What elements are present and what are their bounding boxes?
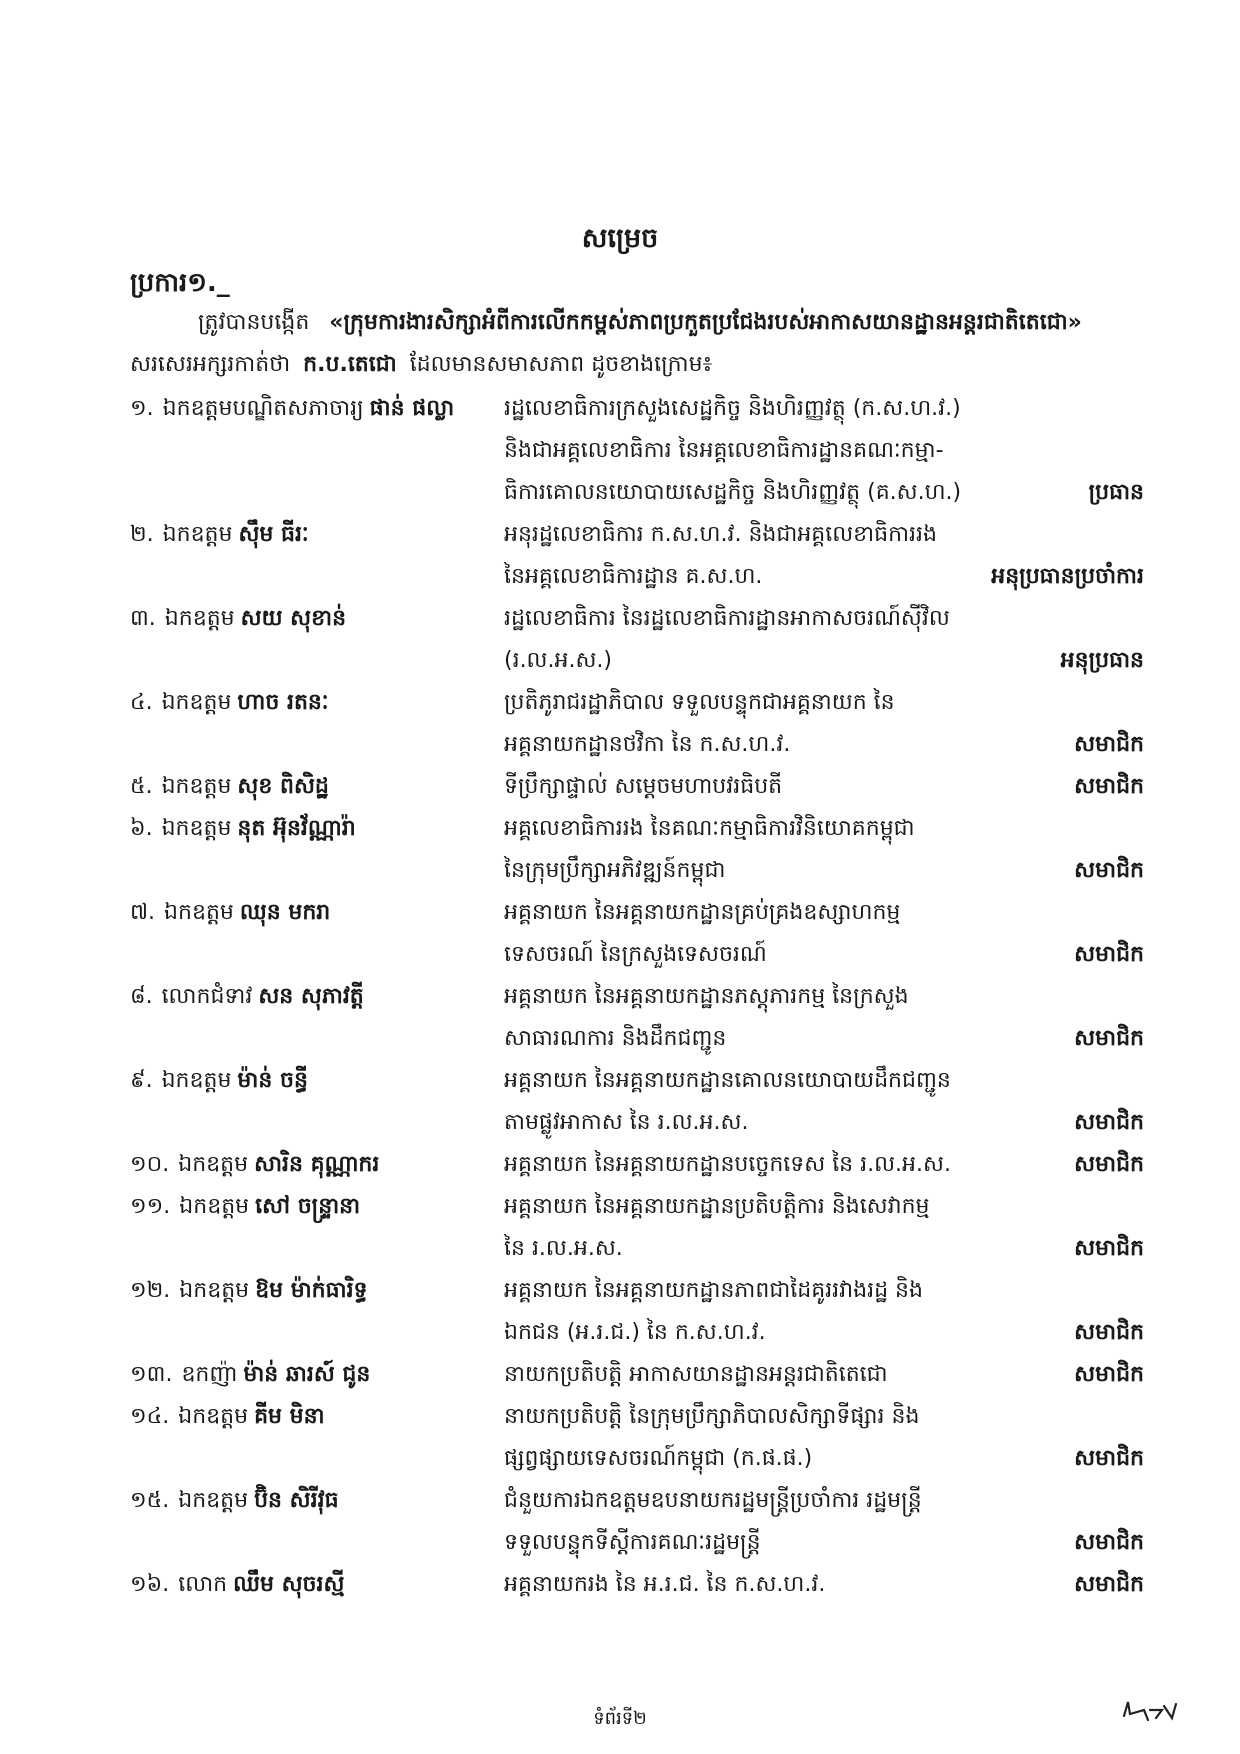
working-group-name: «ក្រុមការងារសិក្សាអំពីការលើកកម្ពស់ភាពប្រកួតប្រជែងរបស់អាកាសយានដ្ឋានអន្តរជាតិតេជោ» bbox=[329, 310, 1082, 335]
member-role: សមាជិក bbox=[1074, 1446, 1144, 1471]
position-line bbox=[504, 766, 1144, 808]
member-role: សមាជិក bbox=[1074, 1572, 1144, 1597]
member-name-text: ឈឹម សុចរស្មី bbox=[233, 1572, 345, 1597]
member-title: ឯកឧត្តម bbox=[164, 606, 235, 631]
member-title: ឯកឧត្តម bbox=[178, 1404, 249, 1429]
member-row bbox=[0, 1354, 1240, 1396]
member-row bbox=[0, 1144, 1240, 1186]
member-number: ១២. bbox=[130, 1278, 171, 1303]
member-name-column bbox=[0, 1480, 504, 1564]
member-role: សមាជិក bbox=[1074, 942, 1144, 967]
member-position-column bbox=[504, 514, 1144, 598]
position-text: សាធារណការ និងដឹកជញ្ជូន bbox=[504, 1026, 727, 1051]
member-name bbox=[130, 1480, 504, 1522]
member-position-column bbox=[504, 1144, 1144, 1186]
position-text: រដ្ឋលេខាធិការក្រសួងសេដ្ឋកិច្ច និងហិរញ្ញវត្ថុ (ក.ស.ហ.វ.) bbox=[504, 396, 961, 421]
member-name-text: ម៉ាន់ ឆារស៍ ជូន bbox=[243, 1362, 371, 1387]
position-line bbox=[504, 976, 1144, 1018]
position-text: អគ្គលេខាធិការរង នៃគណៈកម្មាធិការវិនិយោគកម្ពុជា bbox=[504, 816, 915, 841]
position-text: រដ្ឋលេខាធិការ នៃរដ្ឋលេខាធិការដ្ឋានអាកាសចរណ៍ស៊ីវិល bbox=[504, 606, 950, 631]
member-role: អនុប្រធាន bbox=[1060, 648, 1144, 673]
position-line bbox=[504, 1102, 1144, 1144]
member-role: សមាជិក bbox=[1074, 774, 1144, 799]
member-name-column bbox=[0, 1354, 504, 1396]
member-list bbox=[0, 388, 1240, 1606]
member-name-column bbox=[0, 1270, 504, 1354]
member-number: ១១. bbox=[130, 1194, 171, 1219]
member-number: ១៥. bbox=[130, 1488, 170, 1513]
member-name bbox=[130, 682, 504, 724]
member-title: ឯកឧត្តម bbox=[162, 522, 233, 547]
member-position-column bbox=[504, 1480, 1144, 1564]
member-name-text: សុខ ពិសិដ្ឋ bbox=[237, 774, 329, 799]
page-number: ទំព័រទី២ bbox=[593, 1708, 647, 1729]
position-text: ប្រតិភូរាជរដ្ឋាភិបាល ទទួលបន្ទុកជាអគ្គនាយក នៃ bbox=[504, 690, 895, 715]
abbreviation-prefix: សរសេរអក្សរកាត់ថា bbox=[130, 352, 291, 377]
position-line bbox=[504, 472, 1144, 514]
position-text: និងជាអគ្គលេខាធិការ នៃអគ្គលេខាធិការដ្ឋានគណៈកម្មា- bbox=[504, 438, 944, 463]
member-name-text: ហាច រតនៈ bbox=[237, 690, 329, 715]
position-line bbox=[504, 808, 1144, 850]
position-line bbox=[504, 1564, 1144, 1606]
member-name-column bbox=[0, 1060, 504, 1144]
member-title: ឯកឧត្តម bbox=[178, 1152, 249, 1177]
member-name-text: សៅ ចន្ទ្រានា bbox=[255, 1194, 361, 1219]
position-line bbox=[504, 1480, 1144, 1522]
member-name-text: ឱម ម៉ាក់ធារិទ្ធ bbox=[255, 1278, 368, 1303]
member-title: លោក bbox=[178, 1572, 228, 1597]
member-name-text: ផាន់ ផល្លា bbox=[369, 396, 455, 421]
position-text: អគ្គនាយកដ្ឋានថវិកា នៃ ក.ស.ហ.វ. bbox=[504, 732, 791, 757]
member-position-column bbox=[504, 682, 1144, 766]
member-row bbox=[0, 682, 1240, 766]
member-number: ១៤. bbox=[130, 1404, 170, 1429]
member-name-text: នុត អ៊ុនវ័ណ្ណារ៉ា bbox=[237, 816, 356, 841]
member-row bbox=[0, 514, 1240, 598]
position-text: អគ្គនាយក នៃអគ្គនាយកដ្ឋានគោលនយោបាយដឹកជញ្ជូន bbox=[504, 1068, 951, 1093]
position-text: ផ្សព្វផ្សាយទេសចរណ៍កម្ពុជា (ក.ផ.ផ.) bbox=[504, 1446, 813, 1471]
abbreviation-line bbox=[130, 350, 712, 382]
position-line bbox=[504, 1144, 1144, 1186]
intro-line bbox=[198, 308, 1082, 340]
position-line bbox=[504, 1396, 1144, 1438]
decision-title: សម្រេច bbox=[581, 223, 659, 254]
member-position-column bbox=[504, 766, 1144, 808]
member-name bbox=[130, 808, 504, 850]
member-row bbox=[0, 976, 1240, 1060]
member-name bbox=[130, 1564, 504, 1606]
member-position-column bbox=[504, 1270, 1144, 1354]
member-row bbox=[0, 598, 1240, 682]
position-text: នាយកប្រតិបត្តិ នៃក្រុមប្រឹក្សាភិបាលសិក្សាទីផ្សារ និង bbox=[504, 1404, 920, 1429]
member-position-column bbox=[504, 976, 1144, 1060]
member-name bbox=[130, 1144, 504, 1186]
member-name-column bbox=[0, 808, 504, 892]
member-role: ប្រធាន bbox=[1088, 480, 1144, 505]
position-line bbox=[504, 1354, 1144, 1396]
position-text: (រ.ល.អ.ស.) bbox=[504, 648, 612, 673]
member-row bbox=[0, 1480, 1240, 1564]
position-line bbox=[504, 514, 1144, 556]
position-line bbox=[504, 640, 1144, 682]
member-name bbox=[130, 1060, 504, 1102]
member-name bbox=[130, 1186, 504, 1228]
position-line bbox=[504, 682, 1144, 724]
member-title: ឯកឧត្តម bbox=[161, 1068, 232, 1093]
position-line bbox=[504, 1312, 1144, 1354]
position-text: នៃអគ្គលេខាធិការដ្ឋាន គ.ស.ហ. bbox=[504, 564, 763, 589]
member-name-column bbox=[0, 976, 504, 1060]
position-text: អគ្គនាយក នៃអគ្គនាយកដ្ឋានភាពជាដៃគូររវាងរដ្ឋ និង bbox=[504, 1278, 923, 1303]
member-title: ឯកឧត្តមបណ្ឌិតសភាចារ្យ bbox=[162, 396, 364, 421]
member-name bbox=[130, 1396, 504, 1438]
position-line bbox=[504, 724, 1144, 766]
member-name-column bbox=[0, 1186, 504, 1270]
member-title: ឯកឧត្តម bbox=[161, 690, 232, 715]
member-position-column bbox=[504, 598, 1144, 682]
member-name bbox=[130, 976, 504, 1018]
member-name-text: ឈុន មករា bbox=[239, 900, 331, 925]
member-role: សមាជិក bbox=[1074, 1110, 1144, 1135]
member-number: ៥. bbox=[130, 774, 153, 799]
position-text: នាយកប្រតិបត្តិ អាកាសយានដ្ឋានអន្តរជាតិតេជោ bbox=[504, 1362, 888, 1387]
member-role: សមាជិក bbox=[1074, 1362, 1144, 1387]
member-name-column bbox=[0, 1564, 504, 1606]
member-name-text: សន សុភាវត្តី bbox=[258, 984, 364, 1009]
position-text: នៃ រ.ល.អ.ស. bbox=[504, 1236, 623, 1261]
member-position-column bbox=[504, 1060, 1144, 1144]
member-name-text: សារិន គុណ្ណាករ bbox=[254, 1152, 380, 1177]
member-number: ១៦. bbox=[130, 1572, 170, 1597]
position-text: ធិការគោលនយោបាយសេដ្ឋកិច្ច និងហិរញ្ញវត្ថុ (គ.ស.ហ.) bbox=[504, 480, 962, 505]
position-text: នៃក្រុមប្រឹក្សាអភិវឌ្ឍន៍កម្ពុជា bbox=[504, 858, 726, 883]
member-position-column bbox=[504, 388, 1144, 514]
position-text: ឯកជន (អ.រ.ជ.) នៃ ក.ស.ហ.វ. bbox=[504, 1320, 766, 1345]
member-role: សមាជិក bbox=[1074, 732, 1144, 757]
position-line bbox=[504, 556, 1144, 598]
position-line bbox=[504, 1270, 1144, 1312]
position-text: អគ្គនាយក នៃអគ្គនាយកដ្ឋានភស្តុភារកម្ម នៃក្រសួង bbox=[504, 984, 909, 1009]
position-line bbox=[504, 892, 1144, 934]
member-name bbox=[130, 514, 504, 556]
position-line bbox=[504, 934, 1144, 976]
intro-prefix: ត្រូវបានបង្កើត bbox=[198, 310, 310, 335]
member-position-column bbox=[504, 808, 1144, 892]
member-number: ១. bbox=[130, 396, 154, 421]
member-name-text: ប៊ិន សិរីវុធ bbox=[254, 1488, 339, 1513]
member-number: ១០. bbox=[130, 1152, 170, 1177]
member-row bbox=[0, 808, 1240, 892]
position-line bbox=[504, 598, 1144, 640]
member-role: សមាជិក bbox=[1074, 1320, 1144, 1345]
member-number: ៣. bbox=[130, 606, 156, 631]
member-name-column bbox=[0, 892, 504, 976]
member-row bbox=[0, 766, 1240, 808]
position-text: តាមផ្លូវអាកាស នៃ រ.ល.អ.ស. bbox=[504, 1110, 749, 1135]
position-text: អគ្គនាយក នៃអគ្គនាយកដ្ឋានប្រតិបត្តិការ និងសេវាកម្ម bbox=[504, 1194, 930, 1219]
position-text: អនុរដ្ឋលេខាធិការ ក.ស.ហ.វ. និងជាអគ្គលេខាធិការរង bbox=[504, 522, 937, 547]
member-name bbox=[130, 892, 504, 934]
position-text: អគ្គនាយក នៃអគ្គនាយកដ្ឋានគ្រប់គ្រងឧស្សាហកម្ម bbox=[504, 900, 901, 925]
member-row bbox=[0, 1186, 1240, 1270]
member-name bbox=[130, 766, 504, 808]
member-number: ៧. bbox=[130, 900, 156, 925]
member-name-text: សយ សុខាន់ bbox=[240, 606, 347, 631]
member-title: ឯកឧត្តម bbox=[179, 1278, 250, 1303]
member-number: ១៣. bbox=[130, 1362, 173, 1387]
member-role: សមាជិក bbox=[1074, 1026, 1144, 1051]
position-text: អគ្គនាយក នៃអគ្គនាយកដ្ឋានបច្ចេកទេស នៃ រ.ល.អ.ស. bbox=[504, 1152, 951, 1177]
member-name-text: ម៉ាន់ ចន្ធី bbox=[237, 1068, 308, 1093]
article-label: ប្រការ១._ bbox=[130, 268, 230, 298]
position-line bbox=[504, 1438, 1144, 1480]
member-title: ឯកឧត្តម bbox=[161, 774, 232, 799]
member-position-column bbox=[504, 1564, 1144, 1606]
position-line bbox=[504, 850, 1144, 892]
member-name-column bbox=[0, 1144, 504, 1186]
member-name-column bbox=[0, 1396, 504, 1480]
member-name-text: ស៊ឹម ធីរៈ bbox=[238, 522, 309, 547]
member-position-column bbox=[504, 1186, 1144, 1270]
member-name bbox=[130, 388, 504, 430]
member-row bbox=[0, 1396, 1240, 1480]
member-row bbox=[0, 1270, 1240, 1354]
member-number: ២. bbox=[130, 522, 154, 547]
member-name-text: គីម មិនា bbox=[254, 1404, 325, 1429]
member-title: ឧកញ៉ា bbox=[181, 1362, 238, 1387]
member-name-column bbox=[0, 598, 504, 682]
member-number: ៩. bbox=[130, 1068, 153, 1093]
member-title: ឯកឧត្តម bbox=[178, 1488, 249, 1513]
position-line bbox=[504, 430, 1144, 472]
member-name-column bbox=[0, 682, 504, 766]
position-line bbox=[504, 1186, 1144, 1228]
member-title: លោកជំទាវ bbox=[161, 984, 253, 1009]
member-number: ៤. bbox=[130, 690, 153, 715]
position-text: ទទួលបន្ទុកទីស្តីការគណៈរដ្ឋមន្ត្រី bbox=[504, 1530, 761, 1555]
position-line bbox=[504, 1018, 1144, 1060]
abbreviation: ក.ប.តេជោ bbox=[303, 352, 397, 377]
position-text: ទីប្រឹក្សាផ្ទាល់ សម្តេចមហាបវរធិបតី bbox=[504, 774, 783, 799]
member-name-column bbox=[0, 766, 504, 808]
member-row bbox=[0, 892, 1240, 976]
position-line bbox=[504, 1522, 1144, 1564]
member-name-column bbox=[0, 514, 504, 598]
member-name bbox=[130, 1270, 504, 1312]
member-name-column bbox=[0, 388, 504, 514]
member-role: សមាជិក bbox=[1074, 1152, 1144, 1177]
position-line bbox=[504, 1228, 1144, 1270]
member-name bbox=[130, 598, 504, 640]
member-position-column bbox=[504, 892, 1144, 976]
member-number: ៨. bbox=[130, 984, 153, 1009]
member-title: ឯកឧត្តម bbox=[164, 900, 234, 925]
member-number: ៦. bbox=[130, 816, 153, 841]
position-text: ទេសចរណ៍ នៃក្រសួងទេសចរណ៍ bbox=[504, 942, 767, 967]
member-title: ឯកឧត្តម bbox=[179, 1194, 250, 1219]
position-line bbox=[504, 388, 1144, 430]
position-text: អគ្គនាយករង នៃ អ.រ.ជ. នៃ ក.ស.ហ.វ. bbox=[504, 1572, 826, 1597]
member-role: អនុប្រធានប្រចាំការ bbox=[991, 564, 1144, 589]
member-position-column bbox=[504, 1396, 1144, 1480]
member-name bbox=[130, 1354, 504, 1396]
member-row bbox=[0, 388, 1240, 514]
member-row bbox=[0, 1564, 1240, 1606]
abbreviation-suffix: ដែលមានសមាសភាព ដូចខាងក្រោម៖ bbox=[409, 352, 713, 377]
position-line bbox=[504, 1060, 1144, 1102]
position-text: ជំនួយការឯកឧត្តមឧបនាយករដ្ឋមន្ត្រីប្រចាំការ រដ្ឋមន្ត្រី bbox=[504, 1488, 922, 1513]
member-role: សមាជិក bbox=[1074, 1236, 1144, 1261]
handwritten-initials bbox=[1120, 1696, 1180, 1726]
member-row bbox=[0, 1060, 1240, 1144]
member-role: សមាជិក bbox=[1074, 858, 1144, 883]
member-role: សមាជិក bbox=[1074, 1530, 1144, 1555]
member-position-column bbox=[504, 1354, 1144, 1396]
member-title: ឯកឧត្តម bbox=[161, 816, 232, 841]
